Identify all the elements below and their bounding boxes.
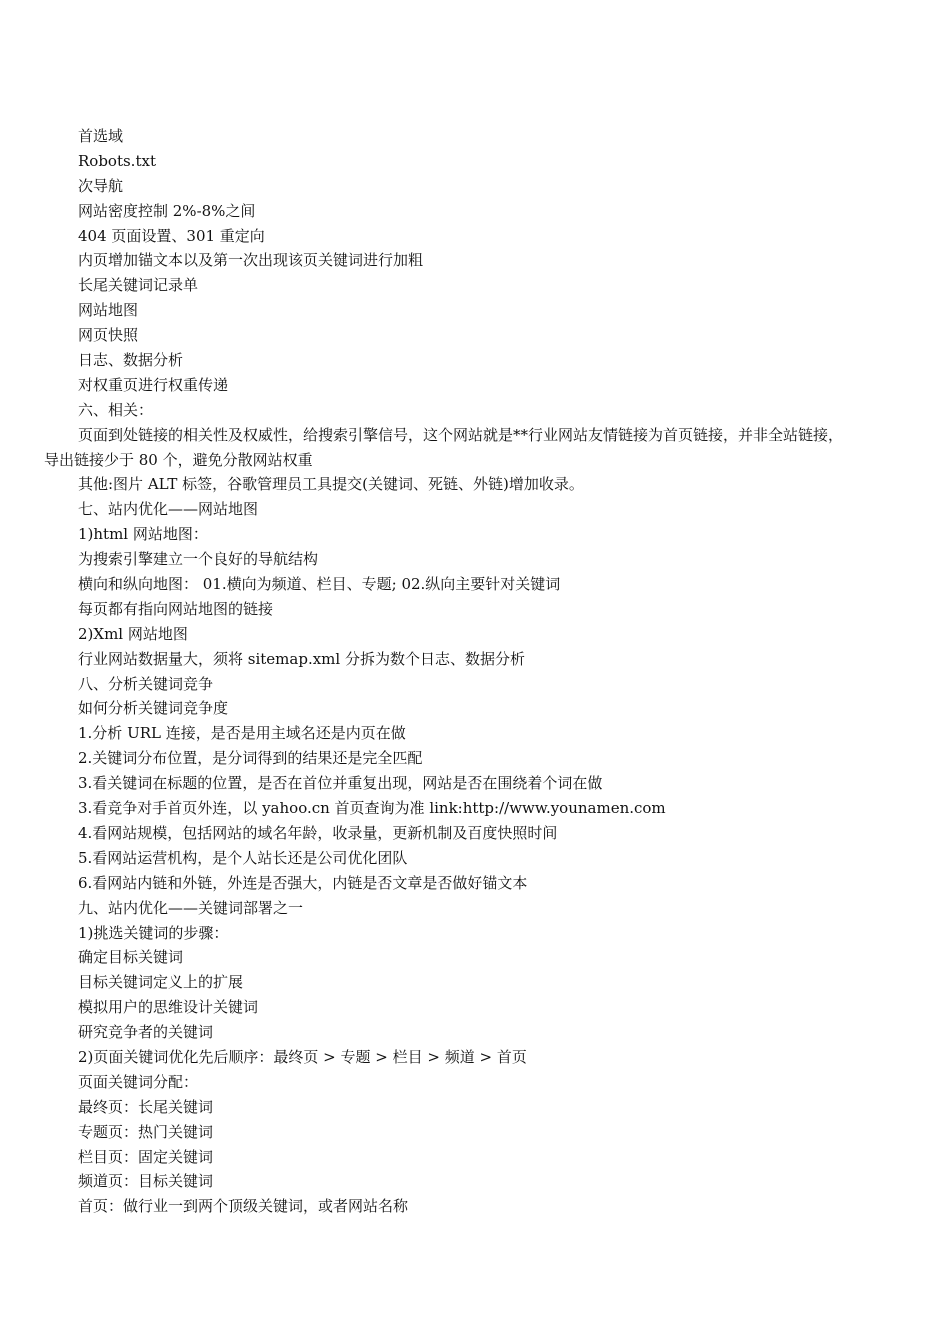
text-line: 页面到处链接的相关性及权威性，给搜索引擎信号，这个网站就是**行业网站友情链接为首页链接，并非全站链接， [78,425,844,444]
text-line: 网站地图 [78,301,139,320]
text-line: 2)页面关键词优化先后顺序：最终页 > 专题 > 栏目 > 频道 > 首页 [78,1047,527,1066]
text-line: 日志、数据分析 [78,351,184,370]
text-line: 5.看网站运营机构，是个人站长还是公司优化团队 [78,848,408,867]
text-line: 4.看网站规模，包括网站的域名年龄，收录量，更新机制及百度快照时间 [78,823,558,842]
text-line: 如何分析关键词竞争度 [78,699,229,718]
section-heading: 七、站内优化——网站地图 [78,500,259,519]
text-line: 目标关键词定义上的扩展 [78,973,244,992]
text-line: 栏目页：固定关键词 [78,1147,214,1166]
text-line: 次导航 [78,176,124,195]
text-line: 2)Xml 网站地图 [78,624,188,643]
text-line: 研究竞争者的关键词 [78,1023,214,1042]
text-line: 专题页：热门关键词 [78,1122,214,1141]
section-heading: 六、相关： [78,400,154,419]
text-line: 每页都有指向网站地图的链接 [78,599,274,618]
text-line: 为搜索引擎建立一个良好的导航结构 [78,550,319,569]
text-line: 长尾关键词记录单 [78,276,199,295]
text-line: 2.关键词分布位置，是分词得到的结果还是完全匹配 [78,749,423,768]
text-line: 404 页面设置、301 重定向 [78,226,265,245]
text-line: 首选域 [78,127,124,145]
section-heading: 八、分析关键词竞争 [78,674,214,693]
text-line: 3.看竞争对手首页外连，以 yahoo.cn 首页查询为准 link:http://www.younamen.com [78,799,666,818]
text-line: 行业网站数据量大，须将 sitemap.xml 分拆为数个日志、数据分析 [78,649,525,668]
section-heading: 九、站内优化——关键词部署之一 [78,898,304,917]
text-line: 1.分析 URL 连接，是否是用主域名还是内页在做 [78,724,406,743]
text-line: 网站密度控制 2%-8%之间 [78,201,256,220]
text-line: 1)挑选关键词的步骤： [78,923,229,942]
text-line-continuation: 导出链接少于 80 个，避免分散网站权重 [44,450,313,469]
text-line: 确定目标关键词 [78,948,184,967]
text-line: Robots.txt [78,151,156,170]
text-line: 频道页：目标关键词 [78,1172,214,1191]
text-line: 最终页：长尾关键词 [78,1097,214,1116]
text-line: 1)html 网站地图： [78,525,208,544]
document-page [0,124,950,1219]
text-line: 网页快照 [78,326,139,345]
text-line: 6.看网站内链和外链，外连是否强大，内链是否文章是否做好锚文本 [78,873,528,892]
text-line: 3.看关键词在标题的位置，是否在首位并重复出现，网站是否在围绕着个词在做 [78,774,603,793]
text-line: 内页增加锚文本以及第一次出现该页关键词进行加粗 [78,251,424,270]
text-line: 其他:图片 ALT 标签，谷歌管理员工具提交(关键词、死链、外链)增加收录。 [78,475,584,494]
text-line: 首页：做行业一到两个顶级关键词，或者网站名称 [78,1197,409,1216]
text-line: 模拟用户的思维设计关键词 [78,998,259,1017]
text-line: 页面关键词分配： [78,1072,199,1091]
text-line: 对权重页进行权重传递 [78,375,229,394]
text-line: 横向和纵向地图： 01.横向为频道、栏目、专题; 02.纵向主要针对关键词 [78,575,561,594]
